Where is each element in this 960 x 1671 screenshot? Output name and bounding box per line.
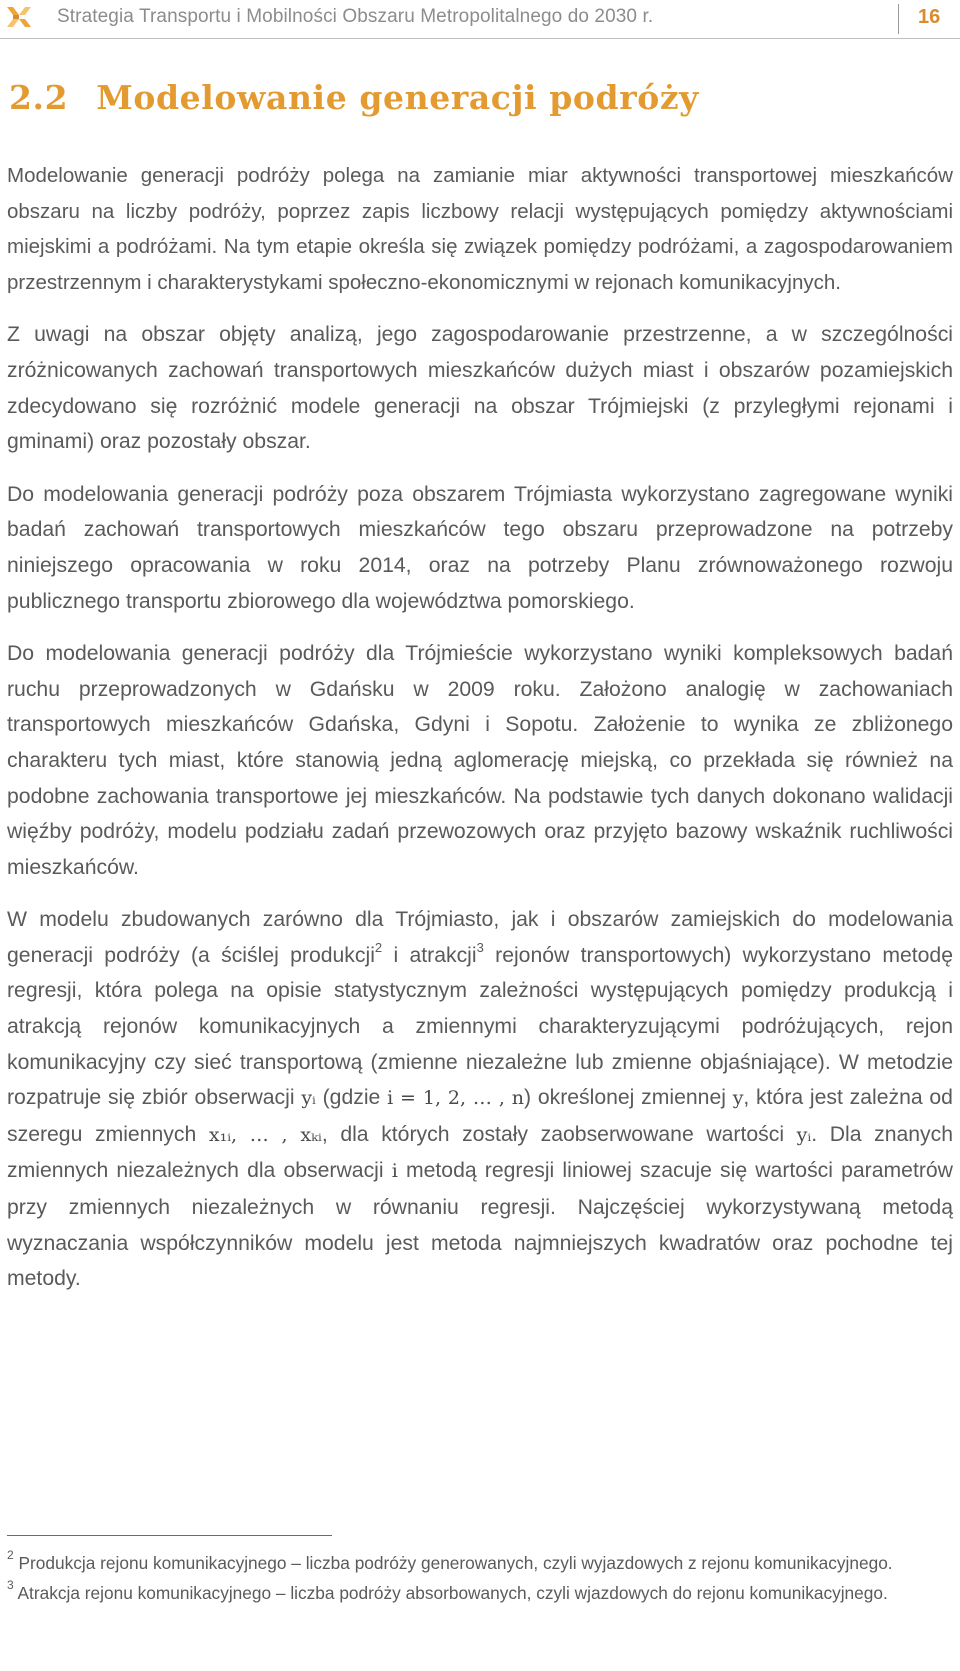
footnote-ref-2[interactable]: 2 (374, 939, 383, 955)
paragraph-5-text: , która jest zależna od szeregu zmiennych (7, 1086, 953, 1146)
footnote-3 (7, 1579, 953, 1607)
footnote-text: Atrakcja rejonu komunikacyjnego – liczba podróży absorbowanych, czyli wjazdowych do rejonu komunikacyjnego. (13, 1583, 888, 1603)
paragraph-5-text: , dla których zostały zaobserwowane wartości (321, 1122, 797, 1146)
footnote-mark: 3 (7, 1578, 14, 1593)
footnote-separator (7, 1535, 332, 1536)
header-title: Strategia Transportu i Mobilności Obszaru Metropolitalnego do 2030 r. (57, 6, 654, 27)
footnote-ref-3[interactable]: 3 (476, 939, 484, 955)
math-y-i: yᵢ (301, 1087, 316, 1110)
math-x-vars: x₁ᵢ, … , xₖᵢ (208, 1123, 322, 1146)
header-separator (898, 4, 899, 34)
footnote-2 (7, 1549, 953, 1577)
header-rule (0, 38, 960, 39)
paragraph-3: Do modelowania generacji podróży poza obszarem Trójmiasta wykorzystano zagregowane wyniki badań zachowań transportowych mieszkańców tego obszaru przeprowadzone na potrzeby niniejszego opracowania w roku 2014, oraz na potrzeby Planu zrównoważonego rozwoju publicznego transportu zbiorowego dla województwa pomorskiego. (7, 482, 953, 613)
paragraph-5-text: (gdzie (315, 1086, 388, 1110)
paragraph-5-text: rejonów transportowych) wykorzystano metodę regresji, która polega na opisie statystycznym zależności występujących pomiędzy produkcją i atrakcją rejonów komunikacyjnych a zmiennymi charakteryzującymi podróżujących, rejon komunikacyjny czy sieć transportową (zmienne niezależne lub zmienne objaśniające). W metodzie rozpatruje się zbiór obserwacji (7, 943, 953, 1110)
paragraph-5-text: ) określonej zmiennej (524, 1086, 733, 1110)
body-text (7, 158, 953, 1314)
section-heading (9, 78, 699, 117)
math-y: y (732, 1087, 744, 1110)
footnotes (7, 1549, 953, 1609)
paragraph-2: Z uwagi na obszar objęty analizą, jego zagospodarowanie przestrzenne, a w szczególności zróżnicowanych zachowań transportowych mieszkańców dużych miast i obszarów pozamiejskich zdecydowano się rozróżnić modele generacji na obszar Trójmiejski (z przyległymi rejonami i gminami) oraz pozostały obszar. (7, 323, 953, 454)
math-y-i: yᵢ (796, 1123, 812, 1146)
footnote-text: Produkcja rejonu komunikacyjnego – liczba podróży generowanych, czyli wyjazdowych z rejonu komunikacyjnego. (13, 1553, 893, 1573)
section-title: Modelowanie generacji podróży (96, 78, 699, 117)
paragraph-1: Modelowanie generacji podróży polega na zamianie miar aktywności transportowej mieszkańców obszaru na liczby podróży, poprzez zapis liczbowy relacji występujących pomiędzy aktywnościami miejskimi a podróżami. Na tym etapie określa się związek pomiędzy podróżami, a zagospodarowaniem przestrzennym i charakterystykami społeczno-ekonomicznymi w rejonach komunikacyjnych. (7, 164, 953, 294)
math-i: i (391, 1160, 398, 1183)
section-number: 2.2 (9, 78, 69, 117)
math-index-range: i = 1, 2, … , n (387, 1087, 525, 1110)
paragraph-5-text: metodą regresji liniowej szacuje się wartości parametrów przy zmiennych niezależnych w równaniu regresji. Najczęściej wykorzystywaną metodą wyznaczania współczynników modelu jest metoda najmniejszych kwadratów oraz pochodne tej metody. (7, 1159, 953, 1291)
paragraph-5-text: W modelu zbudowanych zarówno dla Trójmiasto, jak i obszarów zamiejskich do modelowania generacji podróży (a ściślej produkcji (7, 908, 953, 967)
page-header (0, 0, 960, 44)
orange-arrows-logo-icon (6, 4, 32, 30)
paragraph-5-text: i atrakcji (382, 943, 477, 967)
paragraph-5 (7, 902, 953, 1297)
paragraph-5-text: . Dla znanych zmiennych niezależnych dla obserwacji (7, 1122, 954, 1183)
footnote-mark: 2 (7, 1548, 14, 1563)
paragraph-4: Do modelowania generacji podróży dla Trójmieście wykorzystano wyniki kompleksowych badań ruchu przeprowadzonych w Gdańsku w 2009 roku. Założono analogię w zachowaniach transportowych mieszkańców Gdańska, Gdyni i Sopotu. Założenie to wynika ze zbliżonego charakteru tych miast, które stanowią jedną aglomerację miejską, co przekłada się również na podobne zachowania transportowe jej mieszkańców. Na podstawie tych danych dokonano walidacji więźby podróży, modelu podziału zadań przewozowych oraz przyjęto bazowy wskaźnik ruchliwości mieszkańców. (7, 642, 953, 879)
page-number: 16 (918, 6, 941, 28)
